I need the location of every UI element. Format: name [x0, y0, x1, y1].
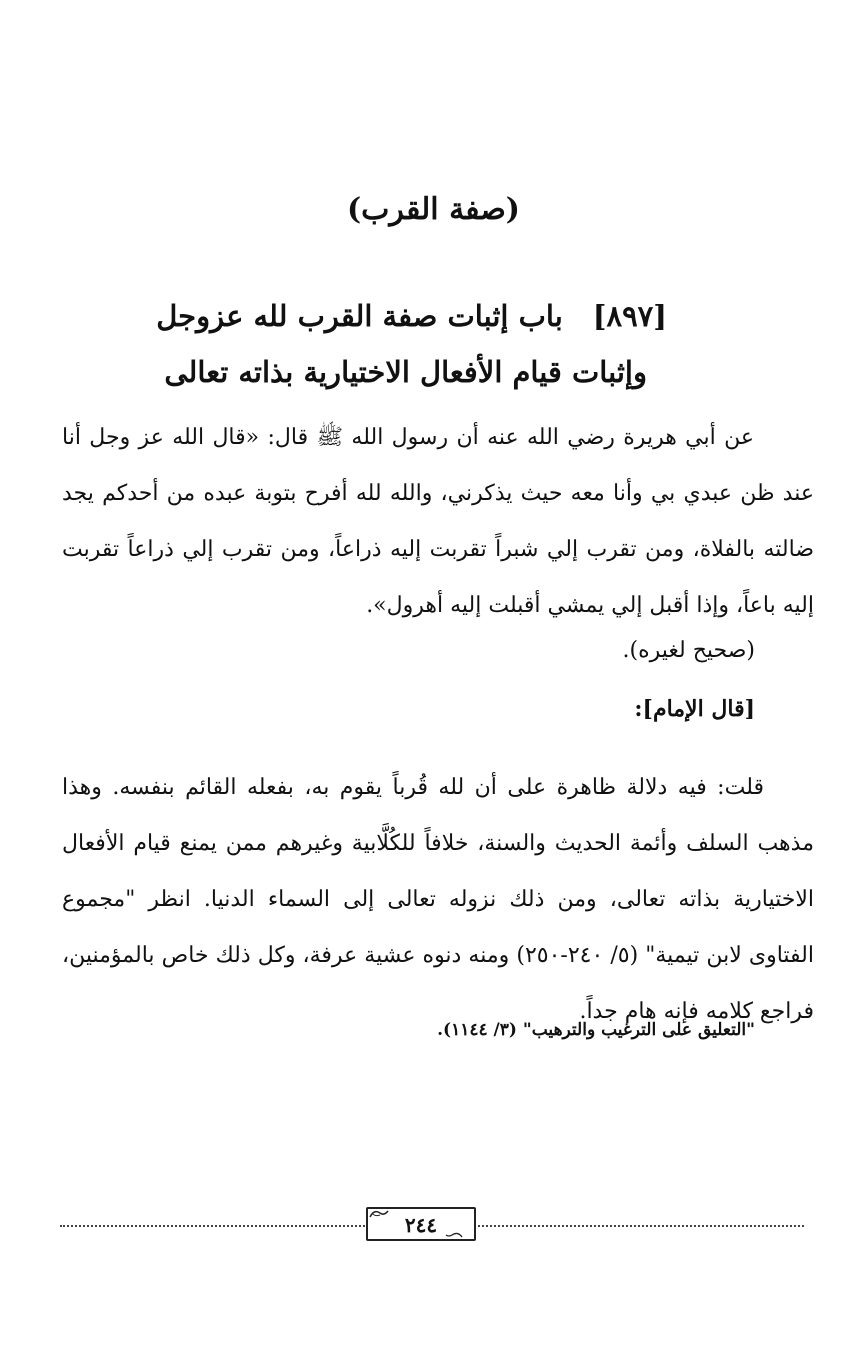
- chapter-title-line1: باب إثبات صفة القرب لله عزوجل: [156, 299, 563, 333]
- hadith-text: عن أبي هريرة رضي الله عنه أن رسول الله ﷺ قال: «قال الله عز وجل أنا عند ظن عبدي بي وأنا معه حيث يذكرني، والله لله أفرح بتوبة عبده من أحدكم يجد ضالته بالفلاة، ومن تقرب إلي شبراً تقربت إليه ذراعاً، ومن تقرب إلي ذراعاً تقربت إليه باعاً، وإذا أقبل إلي يمشي أقبلت إليه أهرول».: [62, 425, 814, 618]
- commentary-text: قلت: فيه دلالة ظاهرة على أن لله قُرباً يقوم به، بفعله القائم بنفسه. وهذا مذهب السلف وأئمة الحديث والسنة، خلافاً للكُلَّابية وغيرهم ممن يمنع قيام الأفعال الاختيارية بذاته تعالى، ومن ذلك نزوله تعالى إلى السماء الدنيا. انظر "مجموع الفتاوى لابن تيمية" (٥/ ٢٤٠-٢٥٠) ومنه دنوه عشية عرفة، وكل ذلك خاص بالمؤمنين، فراجع كلامه فإنه هام جداً.: [62, 775, 814, 1024]
- footer-rule-left: [60, 1225, 365, 1227]
- footer-rule-right: [478, 1225, 804, 1227]
- hadith-grade: (صحيح لغيره).: [622, 638, 755, 663]
- page-number: ٢٤٤: [404, 1213, 438, 1237]
- chapter-heading: [147, 288, 667, 400]
- chapter-title-line2: وإثبات قيام الأفعال الاختيارية بذاته تعالى: [164, 355, 647, 389]
- page-number-frame: [366, 1207, 476, 1241]
- chapter-number: [٨٩٧]: [592, 299, 667, 333]
- source-citation: "التعليق على الترغيب والترهيب" (٣/ ١١٤٤).: [437, 1020, 755, 1040]
- section-title: (صفة القرب): [346, 192, 520, 227]
- imam-label: [قال الإمام]:: [634, 696, 755, 722]
